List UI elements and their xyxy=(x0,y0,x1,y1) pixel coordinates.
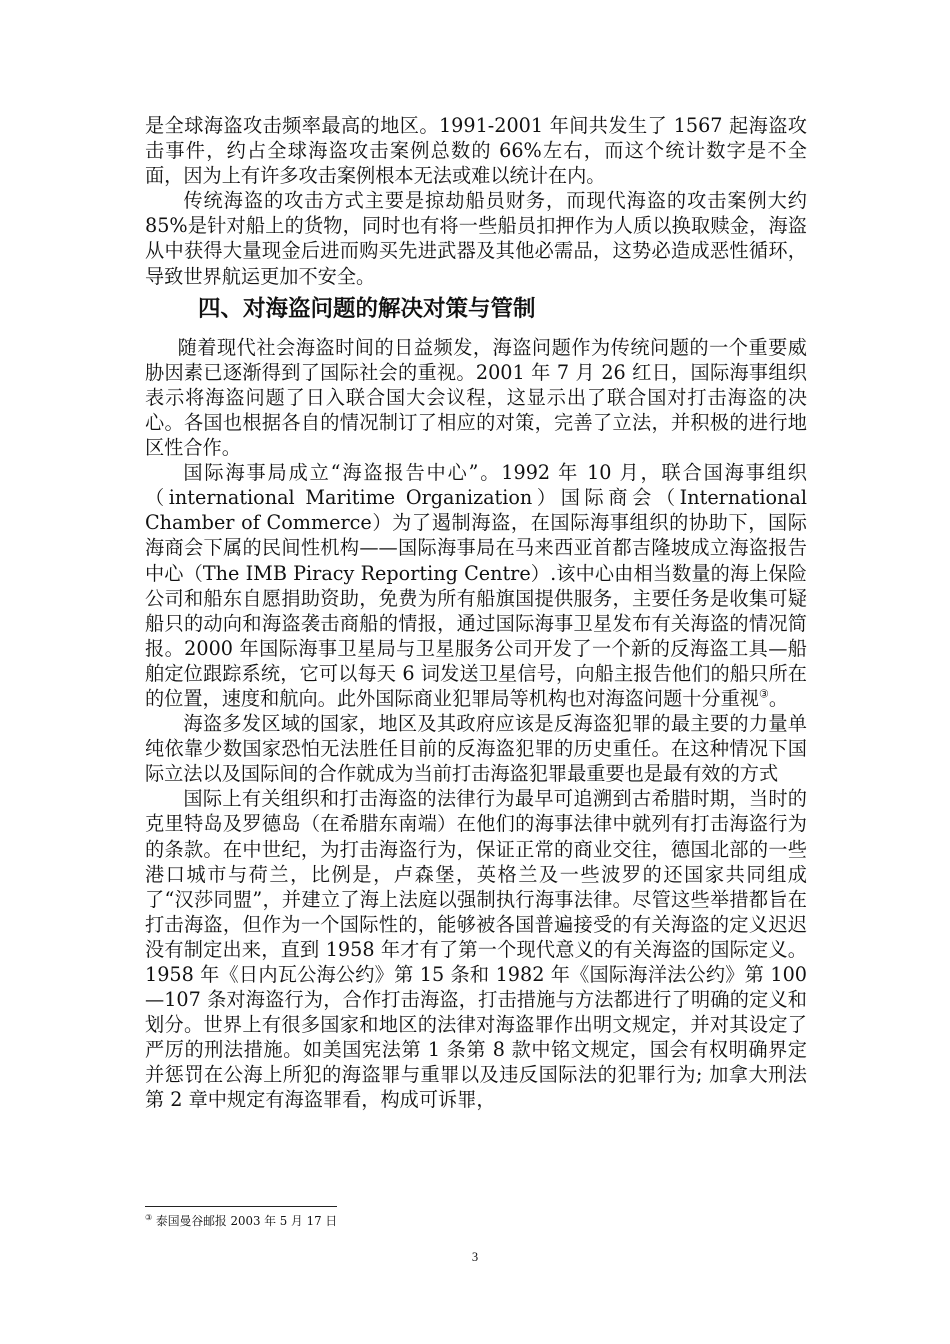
section-heading: 四、对海盗问题的解决对策与管制 xyxy=(198,295,536,322)
paragraph-6: 国际上有关组织和打击海盗的法律行为最早可追溯到古希腊时期，当时的克里特岛及罗德岛（在希腊东南端）在他们的海事法律中就列有打击海盗行为的条款。在中世纪，为打击海盗行为，保证正常的商业交往，德国北部的一些港口城市与荷兰，比例是，卢森堡，英格兰及一些波罗的还国家共同组成了“汉莎同盟”，并建立了海上法庭以强制执行海事法律。尽管这些举措都旨在打击海盗，但作为一个国际性的，能够被各国普遍接受的有关海盗的定义迟迟没有制定出来，直到 1958 年才有了第一个现代意义的有关海盗的国际定义。1958 年《日内瓦公海公约》第 15 条和 1982 年《国际海洋法公约》第 100—107 条对海盗行为，合作打击海盗，打击措施与方法都进行了明确的定义和划分。世界上有很多国家和地区的法律对海盗罪作出明文规定，并对其设定了严厉的刑法措施。如美国宪法第 1 条第 8 款中铭文规定，国会有权明确界定并惩罚在公海上所犯的海盗罪与重罪以及违反国际法的犯罪行为; 加拿大刑法第 2 章中规定有海盗罪看，构成可诉罪， xyxy=(145,787,807,1112)
paragraph-1: 是全球海盗攻击频率最高的地区。1991-2001 年间共发生了 1567 起海盗攻击事件，约占全球海盗攻击案例总数的 66%左右，而这个统计数字是不全面，因为上有许多攻击案例根本无法或难以统计在内。 xyxy=(145,114,807,188)
footnote-reference[interactable]: ③ xyxy=(759,687,769,701)
paragraph-3: 随着现代社会海盗时间的日益频发，海盗问题作为传统问题的一个重要威胁因素已逐渐得到了国际社会的重视。2001 年 7 月 26 红日，国际海事组织表示将海盗问题了日入联合国大会议程，这显示出了联合国对打击海盗的决心。各国也根据各自的情况制订了相应的对策，完善了立法，并积极的进行地区性合作。 xyxy=(145,335,807,460)
paragraph-4-text: 国际海事局成立“海盗报告中心”。1992 年 10 月，联合国海事组织（international Maritime Organization）国际商会（International Chamber of Commerce）为了遏制海盗，在国际海事组织的协助下，国际海商会下属的民间性机构——国际海事局在马来西亚首都吉隆坡成立海盗报告中心（The IMB Piracy Reporting Centre）.该中心由相当数量的海上保险公司和船东自愿捐助资助，免费为所有船旗国提供服务，主要任务是收集可疑船只的动向和海盗袭击商船的情报，通过国际海事卫星发布有关海盗的情况简报。2000 年国际海事卫星局与卫星服务公司开发了一个新的反海盗工具—船舶定位跟踪系统，它可以每天 6 词发送卫星信号，向船主报告他们的船只所在的位置，速度和航向。此外国际商业犯罪局等机构也对海盗问题十分重视 xyxy=(145,461,807,710)
body-text xyxy=(145,113,807,1113)
footnote-marker: ③ xyxy=(145,1213,153,1223)
footnote-separator xyxy=(145,1206,337,1207)
footnote xyxy=(145,1213,337,1229)
page-number: 3 xyxy=(471,1250,479,1264)
paragraph-4-end: 。 xyxy=(768,686,789,710)
paragraph-4 xyxy=(145,460,807,711)
footnote-text: 泰国曼谷邮报 2003 年 5 月 17 日 xyxy=(155,1214,338,1228)
paragraph-2: 传统海盗的攻击方式主要是掠劫船员财务，而现代海盗的攻击案例大约 85%是针对船上的货物，同时也有将一些船员扣押作为人质以换取赎金，海盗从中获得大量现金后进而购买先进武器及其他必需品，这势必造成恶性循环，导致世界航运更加不安全。 xyxy=(145,189,807,288)
paragraph-5: 海盗多发区域的国家，地区及其政府应该是反海盗犯罪的最主要的力量单纯依靠少数国家恐怕无法胜任目前的反海盗犯罪的历史重任。在这种情况下国际立法以及国际间的合作就成为当前打击海盗犯罪最重要也是最有效的方式 xyxy=(145,712,807,786)
